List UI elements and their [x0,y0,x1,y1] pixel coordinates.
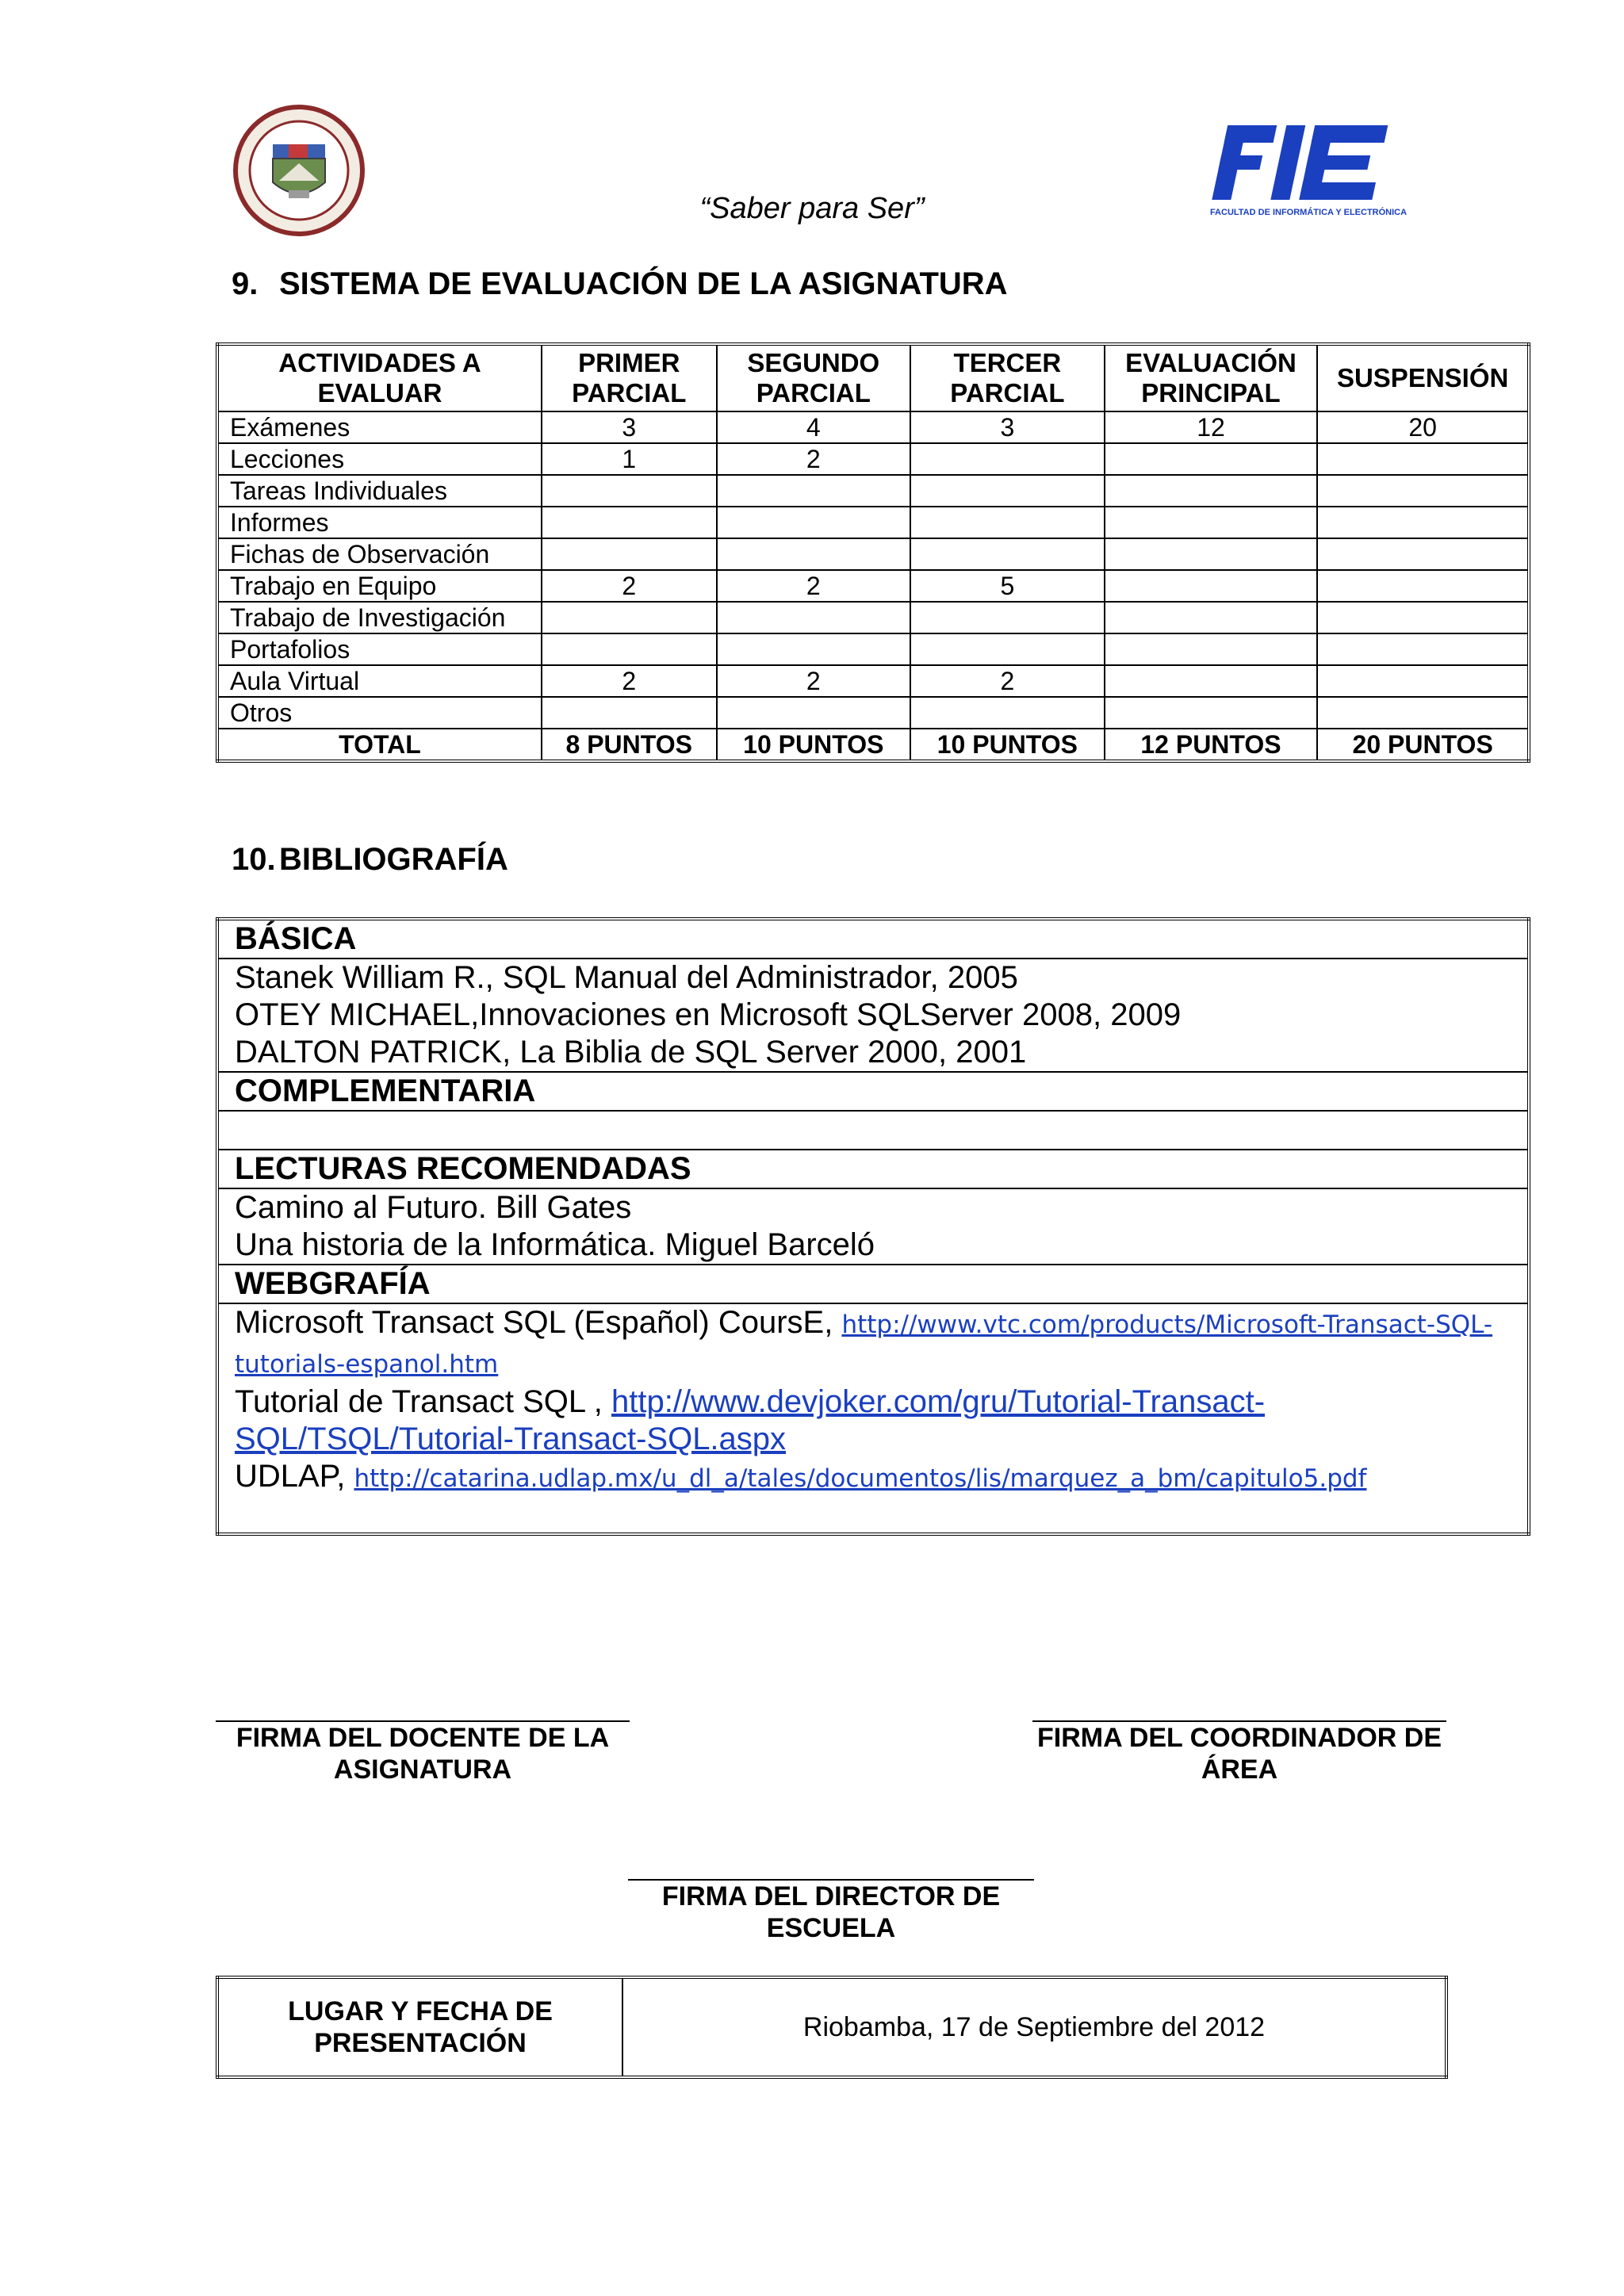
total-label-cell: TOTAL [217,729,542,761]
activity-cell: Otros [217,697,542,729]
section-9-title [232,266,1008,302]
score-cell [1317,602,1529,633]
table-row [217,538,1529,570]
score-cell [1105,570,1318,602]
score-cell [542,602,717,633]
evaluation-table [216,342,1530,763]
score-cell: 2 [542,570,717,602]
score-cell: 20 [1317,411,1529,443]
score-cell: 1 [542,443,717,475]
score-cell [910,443,1105,475]
score-cell [1105,443,1318,475]
score-cell [1317,443,1529,475]
score-cell: 2 [542,665,717,697]
web-reference-item [235,1458,1511,1498]
table-row [217,633,1529,665]
score-cell [1317,570,1529,602]
score-cell: 3 [910,411,1105,443]
web-reference-item [235,1383,1511,1458]
section-number: 10. [232,842,276,877]
complementaria-list [217,1111,1529,1150]
place-date-label: LUGAR Y FECHA DE PRESENTACIÓN [217,1977,622,2077]
place-date-value: Riobamba, 17 de Septiembre del 2012 [622,1977,1446,2077]
header-cell: PRIMER PARCIAL [542,344,717,411]
score-cell [910,538,1105,570]
score-cell [1317,538,1529,570]
activity-cell: Trabajo de Investigación [217,602,542,633]
section-title-text: SISTEMA DE EVALUACIÓN DE LA ASIGNATURA [279,266,1008,301]
activity-cell: Trabajo en Equipo [217,570,542,602]
score-cell [717,475,911,507]
activity-cell: Fichas de Observación [217,538,542,570]
score-cell [542,538,717,570]
total-cell: 10 PUNTOS [717,729,911,761]
signature-director: FIRMA DEL DIRECTOR DE ESCUELA [628,1879,1034,1944]
score-cell [717,633,911,665]
activity-cell: Lecciones [217,443,542,475]
score-cell [910,633,1105,665]
lecturas-heading: LECTURAS RECOMENDADAS [217,1150,1529,1188]
signature-coordinador: FIRMA DEL COORDINADOR DE ÁREA [1032,1720,1446,1785]
header-cell: ACTIVIDADES A EVALUAR [217,344,542,411]
total-cell: 20 PUNTOS [1317,729,1529,761]
score-cell [910,697,1105,729]
table-row [217,475,1529,507]
score-cell [542,475,717,507]
score-cell [910,507,1105,538]
score-cell [1105,633,1318,665]
web-reference-link[interactable]: http://www.devjoker.com/gru/Tutorial-Transact-SQL/TSQL/Tutorial-Transact-SQL.aspx [235,1384,1266,1456]
score-cell: 2 [717,570,911,602]
webgrafia-heading: WEBGRAFÍA [217,1265,1529,1303]
score-cell: 2 [717,443,911,475]
web-reference-link[interactable]: http://catarina.udlap.mx/u_dl_a/tales/documentos/lis/marquez_a_bm/capitulo5.pdf [354,1464,1367,1493]
score-cell [717,602,911,633]
table-row [217,507,1529,538]
header-cell: EVALUACIÓN PRINCIPAL [1105,344,1318,411]
score-cell [1105,665,1318,697]
score-cell: 4 [717,411,911,443]
web-reference-text: Microsoft Transact SQL (Español) CoursE, [235,1305,842,1340]
table-row [217,570,1529,602]
section-number: 9. [232,266,259,301]
section-10-title [232,842,508,878]
activity-cell: Portafolios [217,633,542,665]
signature-docente: FIRMA DEL DOCENTE DE LA ASIGNATURA [216,1720,630,1785]
activity-cell: Aula Virtual [217,665,542,697]
bibliography-table [216,917,1530,1536]
activity-cell: Tareas Individuales [217,475,542,507]
reading-item: Camino al Futuro. Bill Gates [235,1190,632,1225]
score-cell: 3 [542,411,717,443]
score-cell [542,697,717,729]
score-cell [1317,665,1529,697]
score-cell [1105,602,1318,633]
lecturas-list [217,1188,1529,1265]
web-reference-item [235,1304,1511,1383]
total-cell: 12 PUNTOS [1105,729,1318,761]
fie-logo-caption: FACULTAD DE INFORMÁTICA Y ELECTRÓNICA [1209,208,1408,217]
score-cell [717,507,911,538]
score-cell [1105,507,1318,538]
place-date-table [216,1976,1448,2079]
reference-item: OTEY MICHAEL,Innovaciones en Microsoft SQLServer 2008, 2009 [235,997,1182,1032]
score-cell [717,697,911,729]
score-cell [717,538,911,570]
table-header-row [217,344,1529,411]
header-cell: SUSPENSIÓN [1317,344,1529,411]
table-row [217,443,1529,475]
table-row [217,411,1529,443]
score-cell [910,602,1105,633]
motto: “Saber para Ser” [699,192,925,225]
header-cell: SEGUNDO PARCIAL [717,344,911,411]
table-row [217,602,1529,633]
score-cell: 5 [910,570,1105,602]
table-row [217,697,1529,729]
activity-cell: Exámenes [217,411,542,443]
total-row [217,729,1529,761]
score-cell [910,475,1105,507]
table-row [217,665,1529,697]
webgrafia-list [217,1303,1529,1534]
header-cell: TERCER PARCIAL [910,344,1105,411]
score-cell [542,507,717,538]
score-cell [1105,475,1318,507]
score-cell: 2 [717,665,911,697]
score-cell [1317,697,1529,729]
score-cell [542,633,717,665]
total-cell: 8 PUNTOS [542,729,717,761]
score-cell [1105,697,1318,729]
web-reference-text: UDLAP, [235,1459,354,1494]
web-reference-link[interactable]: http://www.vtc.com/products/Microsoft-Transact-SQL-tutorials-espanol.htm [235,1311,1493,1379]
reference-item: Stanek William R., SQL Manual del Administrador, 2005 [235,960,1018,995]
basica-list [217,959,1529,1072]
score-cell [1317,507,1529,538]
total-cell: 10 PUNTOS [910,729,1105,761]
reading-item: Una historia de la Informática. Miguel Barceló [235,1227,875,1262]
score-cell [1105,538,1318,570]
reference-item: DALTON PATRICK, La Biblia de SQL Server 2000, 2001 [235,1035,1027,1070]
web-reference-text: Tutorial de Transact SQL , [235,1384,612,1419]
section-title-text: BIBLIOGRAFÍA [279,842,508,877]
complementaria-heading: COMPLEMENTARIA [217,1072,1529,1111]
score-cell: 2 [910,665,1105,697]
score-cell: 12 [1105,411,1318,443]
score-cell [1317,475,1529,507]
score-cell [1317,633,1529,665]
activity-cell: Informes [217,507,542,538]
basica-heading: BÁSICA [217,919,1529,959]
